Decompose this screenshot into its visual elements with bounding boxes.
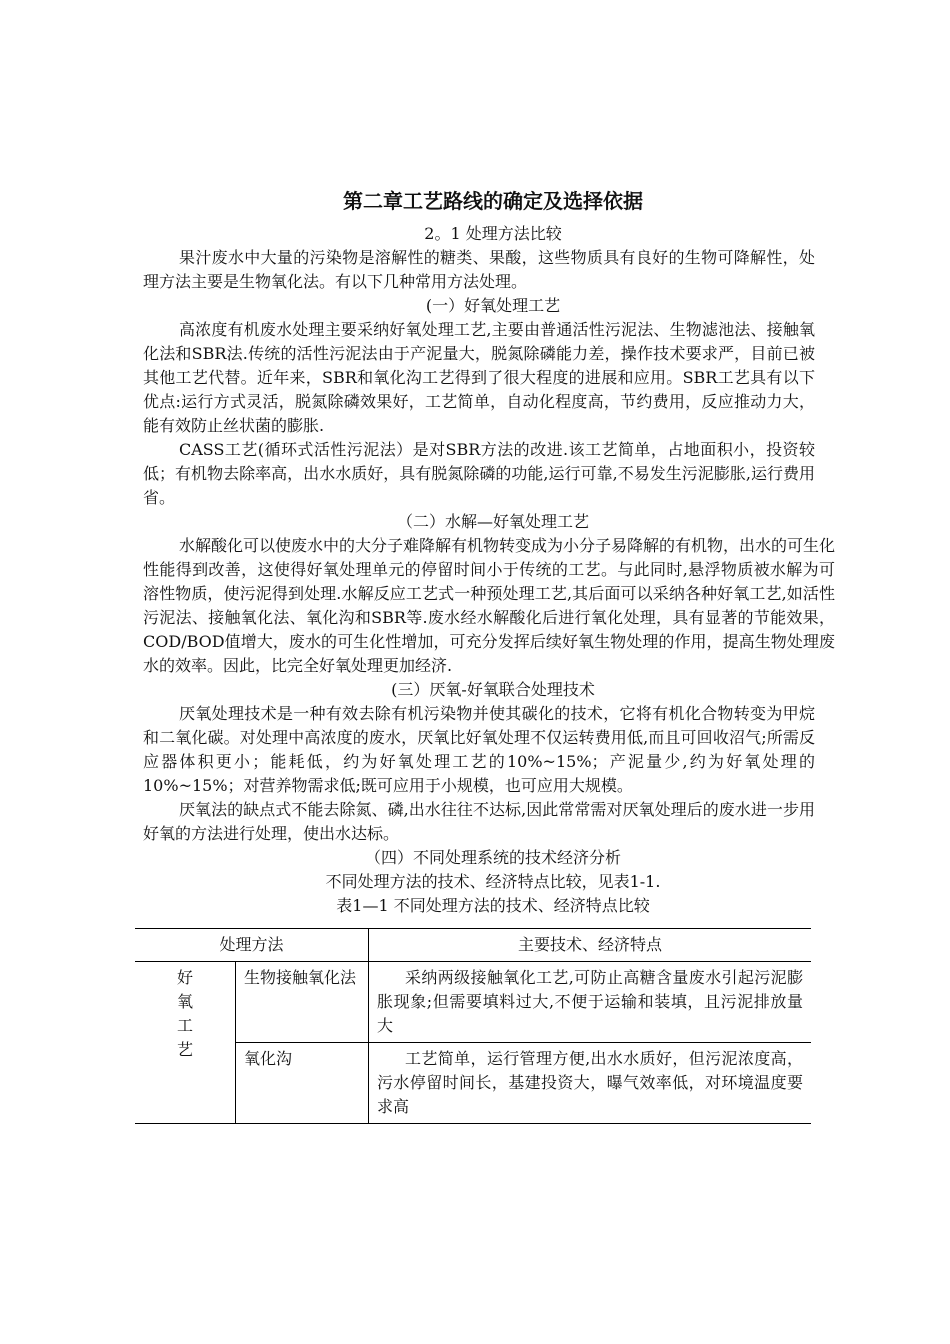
method-cell: 生物接触氧化法 [236,962,369,1043]
group-label-char: 好 [176,968,193,987]
table-row [135,962,811,1043]
group-label-char: 氧 [176,992,193,1011]
table-caption: 表1—1 不同处理方法的技术、经济特点比较 [336,896,650,915]
chapter-title: 第二章工艺路线的确定及选择依据 [343,189,643,213]
subsection-heading-2: （二）水解—好氧处理工艺 [396,512,589,531]
table-reference: 不同处理方法的技术、经济特点比较，见表1-1. [325,872,661,891]
subsection-heading-4: （四）不同处理系统的技术经济分析 [364,848,621,867]
paragraph-anaerobic-1: 厌氧处理技术是一种有效去除有机污染物并使其碳化的技术，它将有机化合物转变为甲烷和二氧化碳。对处理中高浓度的废水，厌氧比好氧处理不仅运转费用低,而且可回收沼气;所需反应器体积更小；能耗低，约为好氧处理工艺的10%~15%；产泥量少,约为好氧处理的10%~15%；对营养物需求低;既可应用于小规模，也可应用大规模。 [143,704,815,795]
subsection-heading-1: (一）好氧处理工艺 [425,296,561,315]
features-cell: 工艺简单，运行管理方便,出水水质好，但污泥浓度高，污水停留时间长，基建投资大，曝气效率低，对环境温度要求高 [369,1043,812,1124]
group-label-aerobic [135,962,236,1124]
group-label-char: 艺 [176,1040,193,1059]
table-row [135,1043,811,1124]
table-header-row [135,929,811,962]
paragraph-hydrolysis-1: 水解酸化可以使废水中的大分子难降解有机物转变成为小分子易降解的有机物，出水的可生化性能得到改善，这使得好氧处理单元的停留时间小于传统的工艺。与此同时,悬浮物质被水解为可溶性物质，使污泥得到处理.水解反应工艺式一种预处理工艺,其后面可以采纳各种好氧工艺,如活性污泥法、接触氧化法、氧化沟和SBR等.废水经水解酸化后进行氧化处理，具有显著的节能效果，COD/BOD值增大，废水的可生化性增加，可充分发挥后续好氧生物处理的作用，提高生物处理废水的效率。因此，比完全好氧处理更加经济. [143,536,836,675]
subsection-heading-3: (三）厌氧-好氧联合处理技术 [391,680,595,699]
paragraph-aerobic-1: 高浓度有机废水处理主要采纳好氧处理工艺,主要由普通活性污泥法、生物滤池法、接触氧化法和SBR法.传统的活性污泥法由于产泥量大，脱氮除磷能力差，操作技术要求严，目前已被其他工艺代替。近年来，SBR和氧化沟工艺得到了很大程度的进展和应用。SBR工艺具有以下优点:运行方式灵活，脱氮除磷效果好，工艺简单，自动化程度高，节约费用，反应推动力大，能有效防止丝状菌的膨胀. [143,320,815,435]
document-page [143,180,836,1124]
paragraph-aerobic-2: CASS工艺(循环式活性污泥法）是对SBR方法的改进.该工艺简单，占地面积小，投资较低；有机物去除率高，出水水质好，具有脱氮除磷的功能,运行可靠,不易发生污泥膨胀,运行费用省。 [143,440,815,507]
comparison-table [135,928,811,1124]
method-cell: 氧化沟 [236,1043,369,1124]
paragraph-anaerobic-2: 厌氧法的缺点式不能去除氮、磷,出水往往不达标,因此常常需对厌氧处理后的废水进一步用好氧的方法进行处理，使出水达标。 [143,800,815,843]
header-features: 主要技术、经济特点 [369,929,812,962]
intro-paragraph: 果汁废水中大量的污染物是溶解性的糖类、果酸，这些物质具有良好的生物可降解性，处理方法主要是生物氧化法。有以下几种常用方法处理。 [143,248,815,291]
header-method: 处理方法 [135,929,369,962]
group-label-char: 工 [176,1016,193,1035]
section-heading: 2。1 处理方法比较 [424,224,562,243]
features-cell: 采纳两级接触氧化工艺,可防止高糖含量废水引起污泥膨胀现象;但需要填料过大,不便于运输和装填，且污泥排放量大 [369,962,812,1043]
